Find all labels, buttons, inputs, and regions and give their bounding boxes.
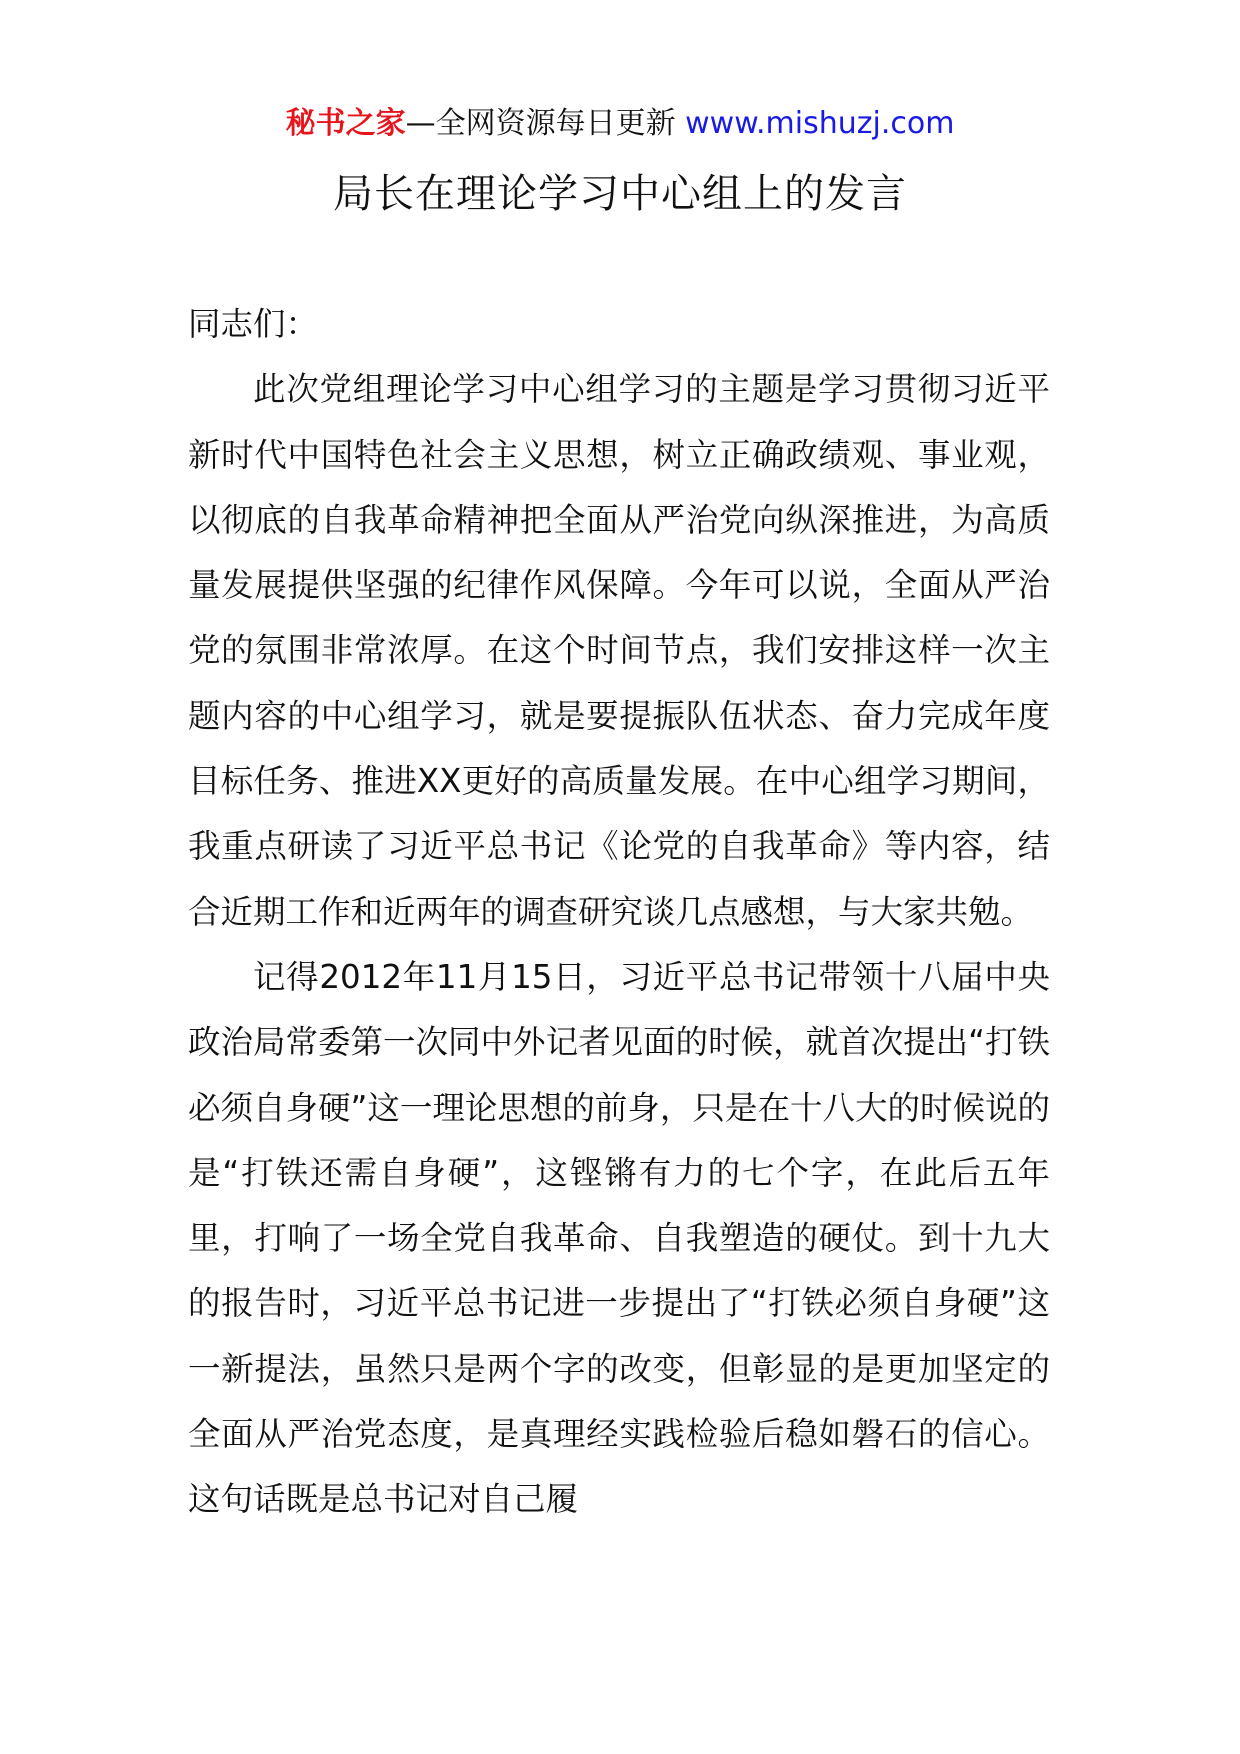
greeting: 同志们： <box>188 305 319 343</box>
brand-name: 秘书之家 <box>285 106 406 141</box>
document-title: 局长在理论学习中心组上的发言 <box>333 171 907 217</box>
document-body <box>188 292 1050 1533</box>
header-slogan: —全网资源每日更新 <box>405 106 686 141</box>
page-header <box>0 104 1240 144</box>
paragraph-1: 此次党组理论学习中心组学习的主题是学习贯彻习近平新时代中国特色社会主义思想，树立正确政绩观、事业观，以彻底的自我革命精神把全面从严治党向纵深推进，为高质量发展提供坚强的纪律作风保障。今年可以说，全面从严治党的氛围非常浓厚。在这个时间节点，我们安排这样一次主题内容的中心组学习，就是要提振队伍状态、奋力完成年度目标任务、推进XX更好的高质量发展。在中心组学习期间，我重点研读了习近平总书记《论党的自我革命》等内容，结合近期工作和近两年的调查研究谈几点感想，与大家共勉。 <box>188 370 1050 931</box>
paragraph-2: 记得2012年11月15日，习近平总书记带领十八届中央政治局常委第一次同中外记者见面的时候，就首次提出“打铁必须自身硬”这一理论思想的前身，只是在十八大的时候说的是“打铁还需自身硬”，这铿锵有力的七个字，在此后五年里，打响了一场全党自我革命、自我塑造的硬仗。到十九大的报告时，习近平总书记进一步提出了“打铁必须自身硬”这一新提法，虽然只是两个字的改变，但彰显的是更加坚定的全面从严治党态度，是真理经实践检验后稳如磐石的信心。这句话既是总书记对自己履 <box>188 957 1050 1519</box>
website-link[interactable]: www.mishuzj.com <box>685 106 955 141</box>
